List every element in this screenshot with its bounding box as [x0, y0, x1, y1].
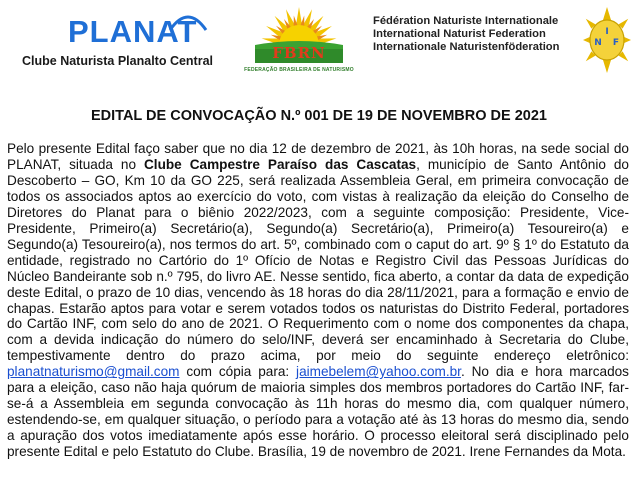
- email-link-planat[interactable]: planatnaturismo@gmail.com: [7, 364, 180, 380]
- fni-name-en: International Naturist Federation: [373, 28, 546, 40]
- letterhead: [0, 0, 638, 82]
- fni-name-de: Internationale Naturistenföderation: [373, 41, 560, 53]
- edital-body: [7, 141, 629, 460]
- fni-names: [373, 15, 559, 54]
- fbrn-caption: FEDERAÇÃO BRASILEIRA DE NATURISMO: [244, 67, 354, 73]
- planat-wordmark: PLANAT: [68, 14, 198, 49]
- fni-name-fr: Fédération Naturiste Internationale: [373, 15, 559, 27]
- body-text-2: , município de Santo Antônio do Descoberto – GO, Km 10 da GO 225, será realizada Assembleia Geral, em primeira convocação de todos os associados aptos ao exercício do voto, com vistas à realização da eleição do Conselho de Diretores do Planat para o biênio 2022/2023, com a seguinte composição: Presidente, Vice-Presidente, Primeiro(a) Secretário(a), Segundo(a) Secretário(a), Primeiro(a) Tesoureiro(a) e Segundo(a) Tesoureiro(a), nos termos do art. 5º, combinado com o caput do art. 9º § 1º do Estatuto da entidade, registrado no Cartório do 1º Ofício de Notas e Registro Civil das Pessoas Jurídicas do Núcleo Bandeirante sob n.º 795, do livro AE. Nesse sentido, fica aberto, a contar da data de expedição deste Edital, o prazo de 10 dias, vencendo às 18 horas do dia 28/11/2021, para a formação e envio de chapas. Estarão aptos para votar e serem votados todos os naturistas do Distrito Federal, portadores do Cartão INF, com selo do ano de 2021. O Requerimento com o nome dos componentes da chapa, com a devida indicação do número do selo/INF, deverá ser encaminhado à Secretaria do Clube, tempestivamente dentro do prazo acima, por meio do seguinte endereço eletrônico:: [7, 156, 629, 364]
- body-text-3: com cópia para:: [179, 364, 297, 380]
- svg-text:F: F: [612, 38, 620, 48]
- body-text-4: . No dia e hora marcados para a eleição, caso não haja quórum de maioria simples dos membros portadores do Cartão INF, far-se-á a Assembleia em segunda convocação às 11h horas do mesmo dia, com qualquer número, estendendo-se, em qualquer situação, o período para a votação até às 13 horas do mesmo dia, sendo a apuração dos votos imediatamente após esse horário. O processo eleitoral será disciplinado pelo presente Edital e pelo Estatuto do Clube. Brasília, 19 de novembro de 2021. Irene Fernandes da Mota.: [7, 364, 629, 460]
- planat-logo: [10, 10, 235, 72]
- svg-text:I: I: [605, 27, 609, 37]
- planat-subtitle: Clube Naturista Planalto Central: [22, 54, 214, 68]
- club-name: Clube Campestre Paraíso das Cascatas: [143, 156, 417, 172]
- svg-text:FBRN: FBRN: [272, 44, 326, 62]
- email-link-copy[interactable]: jaimebelem@yahoo.com.br: [296, 364, 461, 380]
- fbrn-sun-emblem-icon: [238, 5, 360, 67]
- inf-seal-icon: [582, 6, 632, 74]
- body-text-1: Pelo presente Edital faço saber que no dia 12 de dezembro de 2021, às 10h horas, na sede social do PLANAT, situada no: [7, 141, 629, 172]
- svg-text:N: N: [594, 38, 602, 48]
- document-title: EDITAL DE CONVOCAÇÃO N.º 001 DE 19 DE NOVEMBRO DE 2021: [91, 108, 547, 124]
- fbrn-logo: [238, 5, 360, 79]
